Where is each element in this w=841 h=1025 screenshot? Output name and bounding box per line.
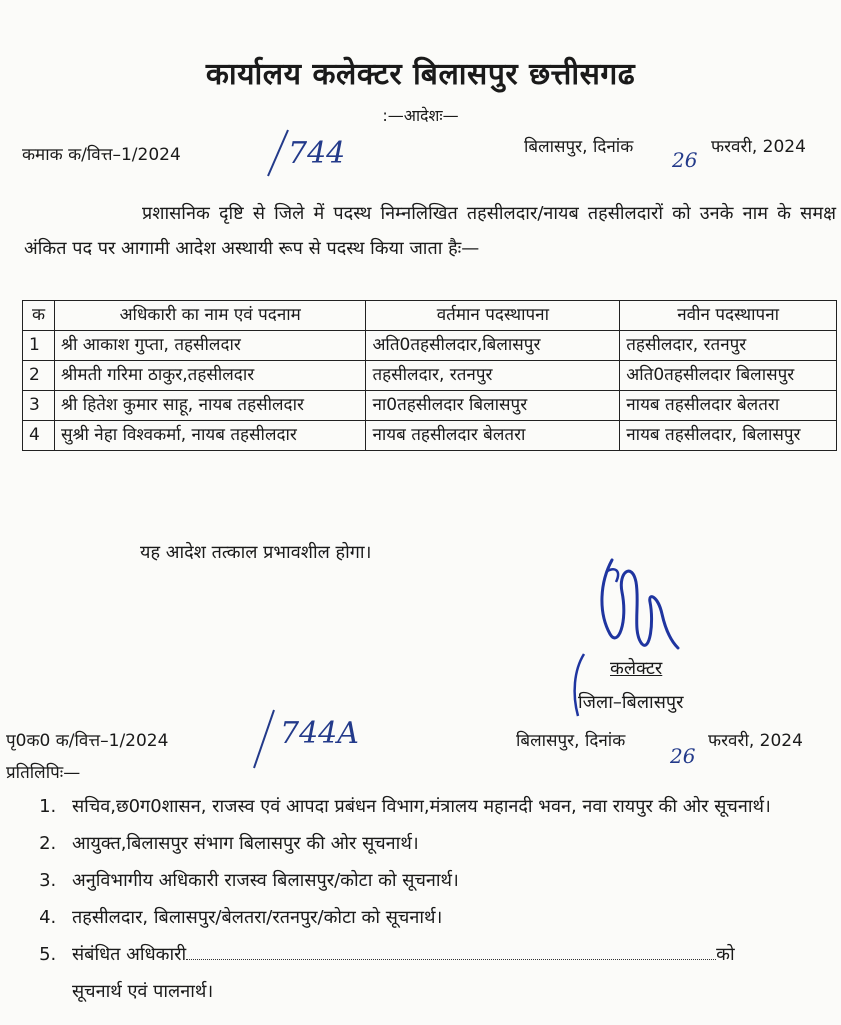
signatory-designation: कलेक्टर <box>610 658 663 679</box>
endorsement-date-prefix: बिलासपुर, दिनांक <box>516 731 626 751</box>
row-current-post: तहसीलदार, रतनपुर <box>366 361 620 391</box>
endorsement-number-handwritten: 744A <box>280 716 359 751</box>
row-new-post: नायब तहसीलदार, बिलासपुर <box>620 421 837 451</box>
order-date-prefix: बिलासपुर, दिनांक <box>524 137 634 157</box>
endorsement-month-year: फरवरी, 2024 <box>708 731 803 751</box>
signatory-district: जिला–बिलासपुर <box>578 692 684 713</box>
table-row <box>23 361 837 391</box>
row-new-post: तहसीलदार, रतनपुर <box>620 331 837 361</box>
table-row <box>23 421 837 451</box>
list-item: 1. सचिव,छ0ग0शासन, राजस्व एवं आपदा प्रबंधन विभाग,मंत्रालय महानदी भवन, नवा रायपुर की ओर सूचनार्थ। <box>62 788 841 825</box>
list-item: 2. आयुक्त,बिलासपुर संभाग बिलासपुर की ओर सूचनार्थ। <box>62 825 841 862</box>
row-new-post: नायब तहसीलदार बेलतरा <box>620 391 837 421</box>
row-sno: 2 <box>23 361 55 391</box>
table-row <box>23 331 837 361</box>
row-name: श्री हितेश कुमार साहू, नायब तहसीलदार <box>54 391 365 421</box>
list-item <box>62 936 841 1010</box>
list-item: 4. तहसीलदार, बिलासपुर/बेलतरा/रतनपुर/कोटा को सूचनार्थ। <box>62 899 841 936</box>
item5-suffix: को <box>716 944 735 965</box>
fill-in-dots <box>186 945 716 960</box>
item5-line2: सूचनार्थ एवं पालनार्थ। <box>72 981 214 1002</box>
posting-table <box>22 300 837 451</box>
copy-to-label: प्रतिलिपिः— <box>6 763 81 783</box>
col-header-sno: क <box>23 301 55 331</box>
effective-statement: यह आदेश तत्काल प्रभावशील होगा। <box>140 542 372 563</box>
order-day-handwritten: 26 <box>672 148 698 172</box>
col-header-name: अधिकारी का नाम एवं पदनाम <box>54 301 365 331</box>
col-header-current: वर्तमान पदस्थापना <box>366 301 620 331</box>
endorsement-place-date <box>516 728 625 751</box>
order-place-date <box>524 134 633 157</box>
office-title: कार्यालय कलेक्टर बिलासपुर छत्तीसगढ <box>205 57 636 92</box>
row-sno: 1 <box>23 331 55 361</box>
row-sno: 4 <box>23 421 55 451</box>
row-current-post: ना0तहसीलदार बिलासपुर <box>366 391 620 421</box>
row-name: सुश्री नेहा विश्वकर्मा, नायब तहसीलदार <box>54 421 365 451</box>
endorsement-number-printed: पृ0क0 क/वित्त–1/2024 <box>6 731 169 751</box>
signature-icon <box>592 552 682 662</box>
order-number-printed: कमाक क/वित्त–1/2024 <box>22 145 181 165</box>
order-label: :—आदेशः— <box>382 106 459 125</box>
order-month-year: फरवरी, 2024 <box>711 137 806 157</box>
intro-paragraph <box>24 196 836 266</box>
table-row <box>23 391 837 421</box>
col-header-new: नवीन पदस्थापना <box>620 301 837 331</box>
list-item: 3. अनुविभागीय अधिकारी राजस्व बिलासपुर/कोटा को सूचनार्थ। <box>62 862 841 899</box>
endorsement-number <box>6 728 168 751</box>
row-new-post: अति0तहसीलदार बिलासपुर <box>620 361 837 391</box>
endorsement-day-handwritten: 26 <box>670 744 696 768</box>
table-header-row <box>23 301 837 331</box>
row-current-post: नायब तहसीलदार बेलतरा <box>366 421 620 451</box>
intro-text: प्रशासनिक दृष्टि से जिले में पदस्थ निम्नलिखित तहसीलदार/नायब तहसीलदारों को उनके नाम के समक्ष अंकित पद पर आगामी आदेश अस्थायी रूप से पदस्थ किया जाता हैः— <box>24 203 836 259</box>
copy-to-list <box>0 788 841 1010</box>
row-sno: 3 <box>23 391 55 421</box>
order-number <box>22 142 181 165</box>
row-name: श्री आकाश गुप्ता, तहसीलदार <box>54 331 365 361</box>
row-name: श्रीमती गरिमा ठाकुर,तहसीलदार <box>54 361 365 391</box>
order-number-handwritten: 744 <box>288 136 346 171</box>
item5-prefix: संबंधित अधिकारी <box>72 944 187 965</box>
row-current-post: अति0तहसीलदार,बिलासपुर <box>366 331 620 361</box>
